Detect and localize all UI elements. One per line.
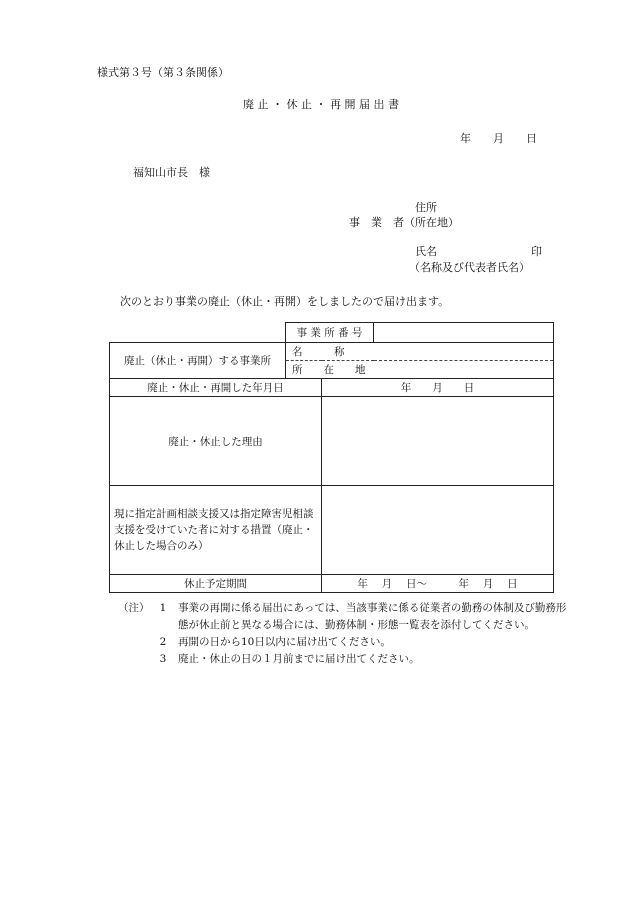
period-label: 休止予定期間 — [110, 575, 322, 593]
business-label: 事 業 者（所在地） — [349, 216, 459, 229]
name-note: （名称及び代表者氏名） — [409, 261, 530, 274]
measures-label: 現に指定計画相談支援又は指定障害児相談支援を受けていた者に対する措置（廃止・休止した場合のみ） — [110, 486, 322, 575]
form-title: 廃 止 ・ 休 止 ・ 再 開 届 出 書 — [243, 98, 399, 111]
note-number: 1 — [159, 602, 167, 614]
notification-table — [109, 322, 554, 593]
reason-label: 廃止・休止した理由 — [110, 397, 322, 486]
note-text: 再開の日から10日以内に届け出てください。 — [178, 636, 391, 648]
form-number: 様式第３号（第３条関係） — [97, 66, 229, 79]
office-location-field[interactable] — [286, 361, 554, 379]
office-name-label: 名 称 — [292, 346, 345, 358]
note-item — [118, 600, 570, 634]
note-item — [118, 651, 570, 668]
period-value: 年 月 日～ 年 月 日 — [357, 578, 518, 590]
date-value: 年 月 日 — [400, 382, 475, 394]
addressee: 福知山市長 様 — [133, 166, 210, 179]
period-field[interactable] — [322, 575, 554, 593]
date-label: 廃止・休止・再開した年月日 — [110, 379, 322, 397]
office-number-boxes[interactable] — [374, 323, 554, 343]
intro-text: 次のとおり事業の廃止（休止・再開）をしましたので届け出ます。 — [120, 295, 450, 308]
note-text: 廃止・休止の日の１月前までに届け出てください。 — [178, 653, 420, 665]
notes-lead: （注） — [118, 602, 150, 614]
seal-mark: 印 — [531, 245, 542, 258]
office-name-field[interactable] — [286, 343, 554, 361]
note-number: 2 — [159, 636, 167, 648]
date-field[interactable] — [322, 379, 554, 397]
reason-field[interactable] — [322, 397, 554, 486]
office-number-label: 事 業 所 番 号 — [286, 323, 374, 343]
note-number: 3 — [159, 653, 167, 665]
empty-cell — [110, 323, 286, 343]
date-line: 年 月 日 — [460, 132, 537, 145]
office-location-label: 所 在 地 — [292, 364, 366, 376]
note-text: 事業の再開に係る届出にあっては、当該事業に係る従業者の勤務の体制及び勤務形態が休止前と異なる場合には、勤務体制・形態一覧表を添付してください。 — [178, 602, 567, 631]
measures-field[interactable] — [322, 486, 554, 575]
note-item — [118, 634, 570, 651]
notes-section — [118, 600, 570, 668]
address-label: 住所 — [415, 201, 437, 214]
name-label: 氏名 — [415, 245, 437, 258]
office-label: 廃止（休止・再開）する事業所 — [110, 343, 286, 379]
